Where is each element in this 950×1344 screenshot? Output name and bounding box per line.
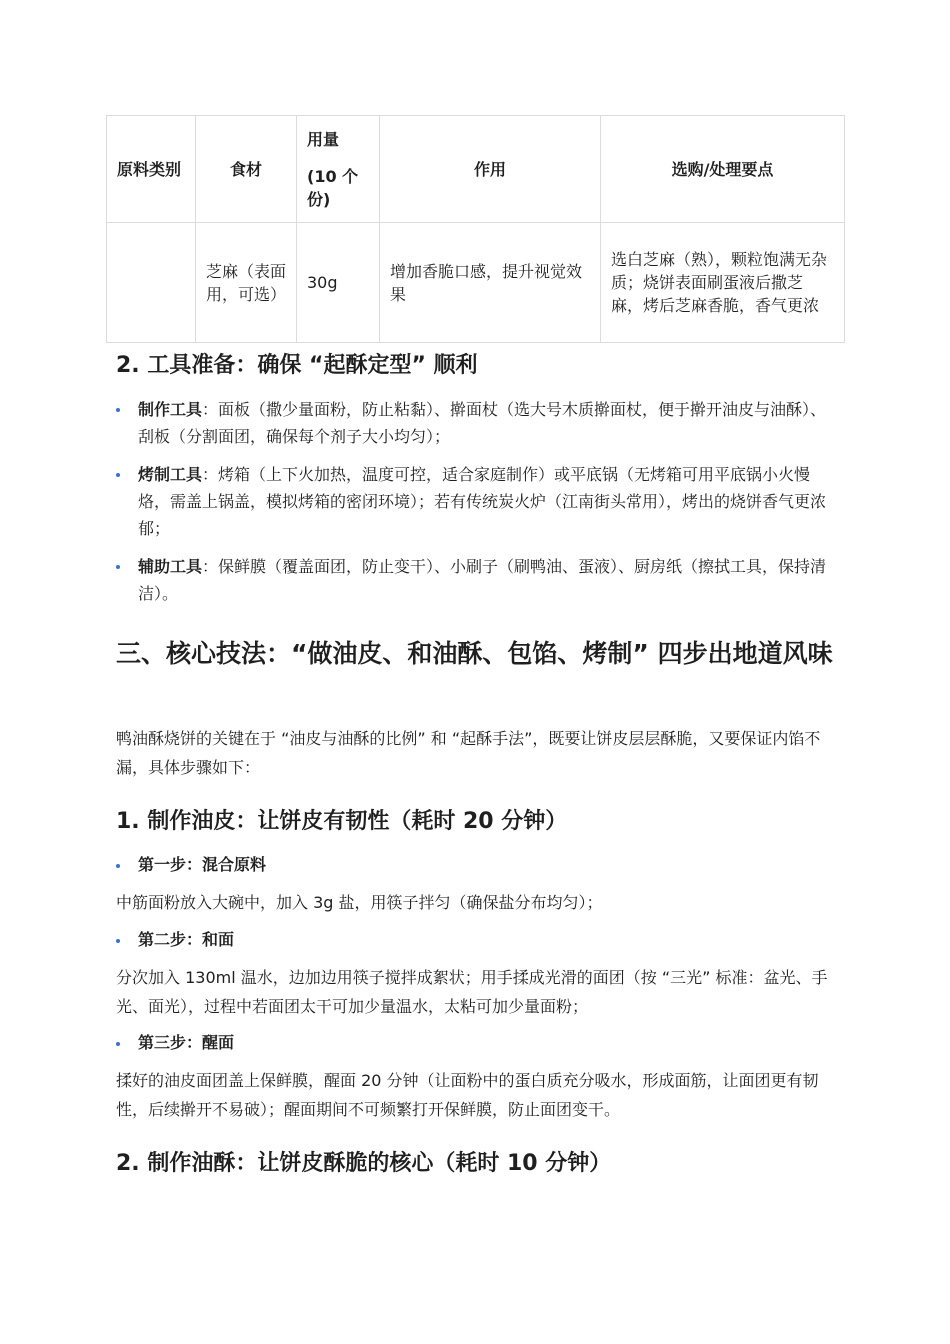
header-ingredient: 食材 bbox=[196, 116, 297, 223]
cell-tips: 选白芝麻（熟），颗粒饱满无杂质；烧饼表面刷蛋液后撒芝麻，烤后芝麻香脆，香气更浓 bbox=[601, 223, 845, 343]
tools-item-label: 制作工具 bbox=[138, 400, 203, 419]
cell-ingredient: 芝麻（表面用，可选） bbox=[196, 223, 297, 343]
header-tips: 选购/处理要点 bbox=[601, 116, 845, 223]
step-label: 第二步：和面 bbox=[116, 928, 234, 952]
cell-purpose: 增加香脆口感，提升视觉效果 bbox=[380, 223, 601, 343]
header-amount-label: 用量 bbox=[307, 129, 340, 149]
tools-heading: 2. 工具准备：确保 “起酥定型” 顺利 bbox=[116, 353, 478, 378]
header-purpose: 作用 bbox=[380, 116, 601, 223]
section3-heading: 三、核心技法：“做油皮、和油酥、包馅、烤制” 四步出地道风味 bbox=[116, 639, 833, 668]
tools-item-label: 烤制工具 bbox=[138, 465, 203, 484]
cell-category bbox=[107, 223, 196, 343]
step-label: 第一步：混合原料 bbox=[116, 853, 266, 877]
table-header-row bbox=[107, 116, 845, 223]
tools-item-text: ：烤箱（上下火加热，温度可控，适合家庭制作）或平底锅（无烤箱可用平底锅小火慢烙，需盖上锅盖，模拟烤箱的密闭环境）；若有传统炭火炉（江南街头常用），烤出的烧饼香气更浓郁； bbox=[138, 465, 827, 538]
header-amount-unit: (10 个份) bbox=[307, 166, 359, 209]
list-item bbox=[116, 553, 830, 607]
tools-item-text: ：面板（撒少量面粉，防止粘黏）、擀面杖（选大号木质擀面杖，便于擀开油皮与油酥）、刮板（分割面团，确保每个剂子大小均匀）； bbox=[138, 400, 827, 446]
ingredients-table bbox=[106, 115, 845, 343]
tools-item-label: 辅助工具 bbox=[138, 557, 203, 576]
step-text: 中筋面粉放入大碗中，加入 3g 盐，用筷子拌匀（确保盐分布均匀）； bbox=[116, 893, 603, 912]
tools-item-text: ：保鲜膜（覆盖面团，防止变干）、小刷子（刷鸭油、蛋液）、厨房纸（擦拭工具，保持清洁）。 bbox=[138, 557, 827, 603]
header-amount bbox=[297, 116, 380, 223]
cell-amount: 30g bbox=[297, 223, 380, 343]
step1-heading: 1. 制作油皮：让饼皮有韧性（耗时 20 分钟） bbox=[116, 809, 568, 834]
list-item bbox=[116, 396, 830, 450]
header-category: 原料类别 bbox=[107, 116, 196, 223]
table-row bbox=[107, 223, 845, 343]
list-item bbox=[116, 461, 830, 542]
step-text: 分次加入 130ml 温水，边加边用筷子搅拌成絮状；用手揉成光滑的面团（按 “三光” 标准：盆光、手光、面光），过程中若面团太干可加少量温水，太粘可加少量面粉； bbox=[116, 968, 828, 1016]
tools-list bbox=[116, 396, 830, 607]
step-text: 揉好的油皮面团盖上保鲜膜，醒面 20 分钟（让面粉中的蛋白质充分吸水，形成面筋，让面团更有韧性，后续擀开不易破）；醒面期间不可频繁打开保鲜膜，防止面团变干。 bbox=[116, 1071, 819, 1119]
section3-intro: 鸭油酥烧饼的关键在于 “油皮与油酥的比例” 和 “起酥手法”，既要让饼皮层层酥脆，又要保证内馅不漏，具体步骤如下： bbox=[116, 729, 821, 777]
step-label: 第三步：醒面 bbox=[116, 1031, 234, 1055]
step2-heading: 2. 制作油酥：让饼皮酥脆的核心（耗时 10 分钟） bbox=[116, 1151, 612, 1176]
